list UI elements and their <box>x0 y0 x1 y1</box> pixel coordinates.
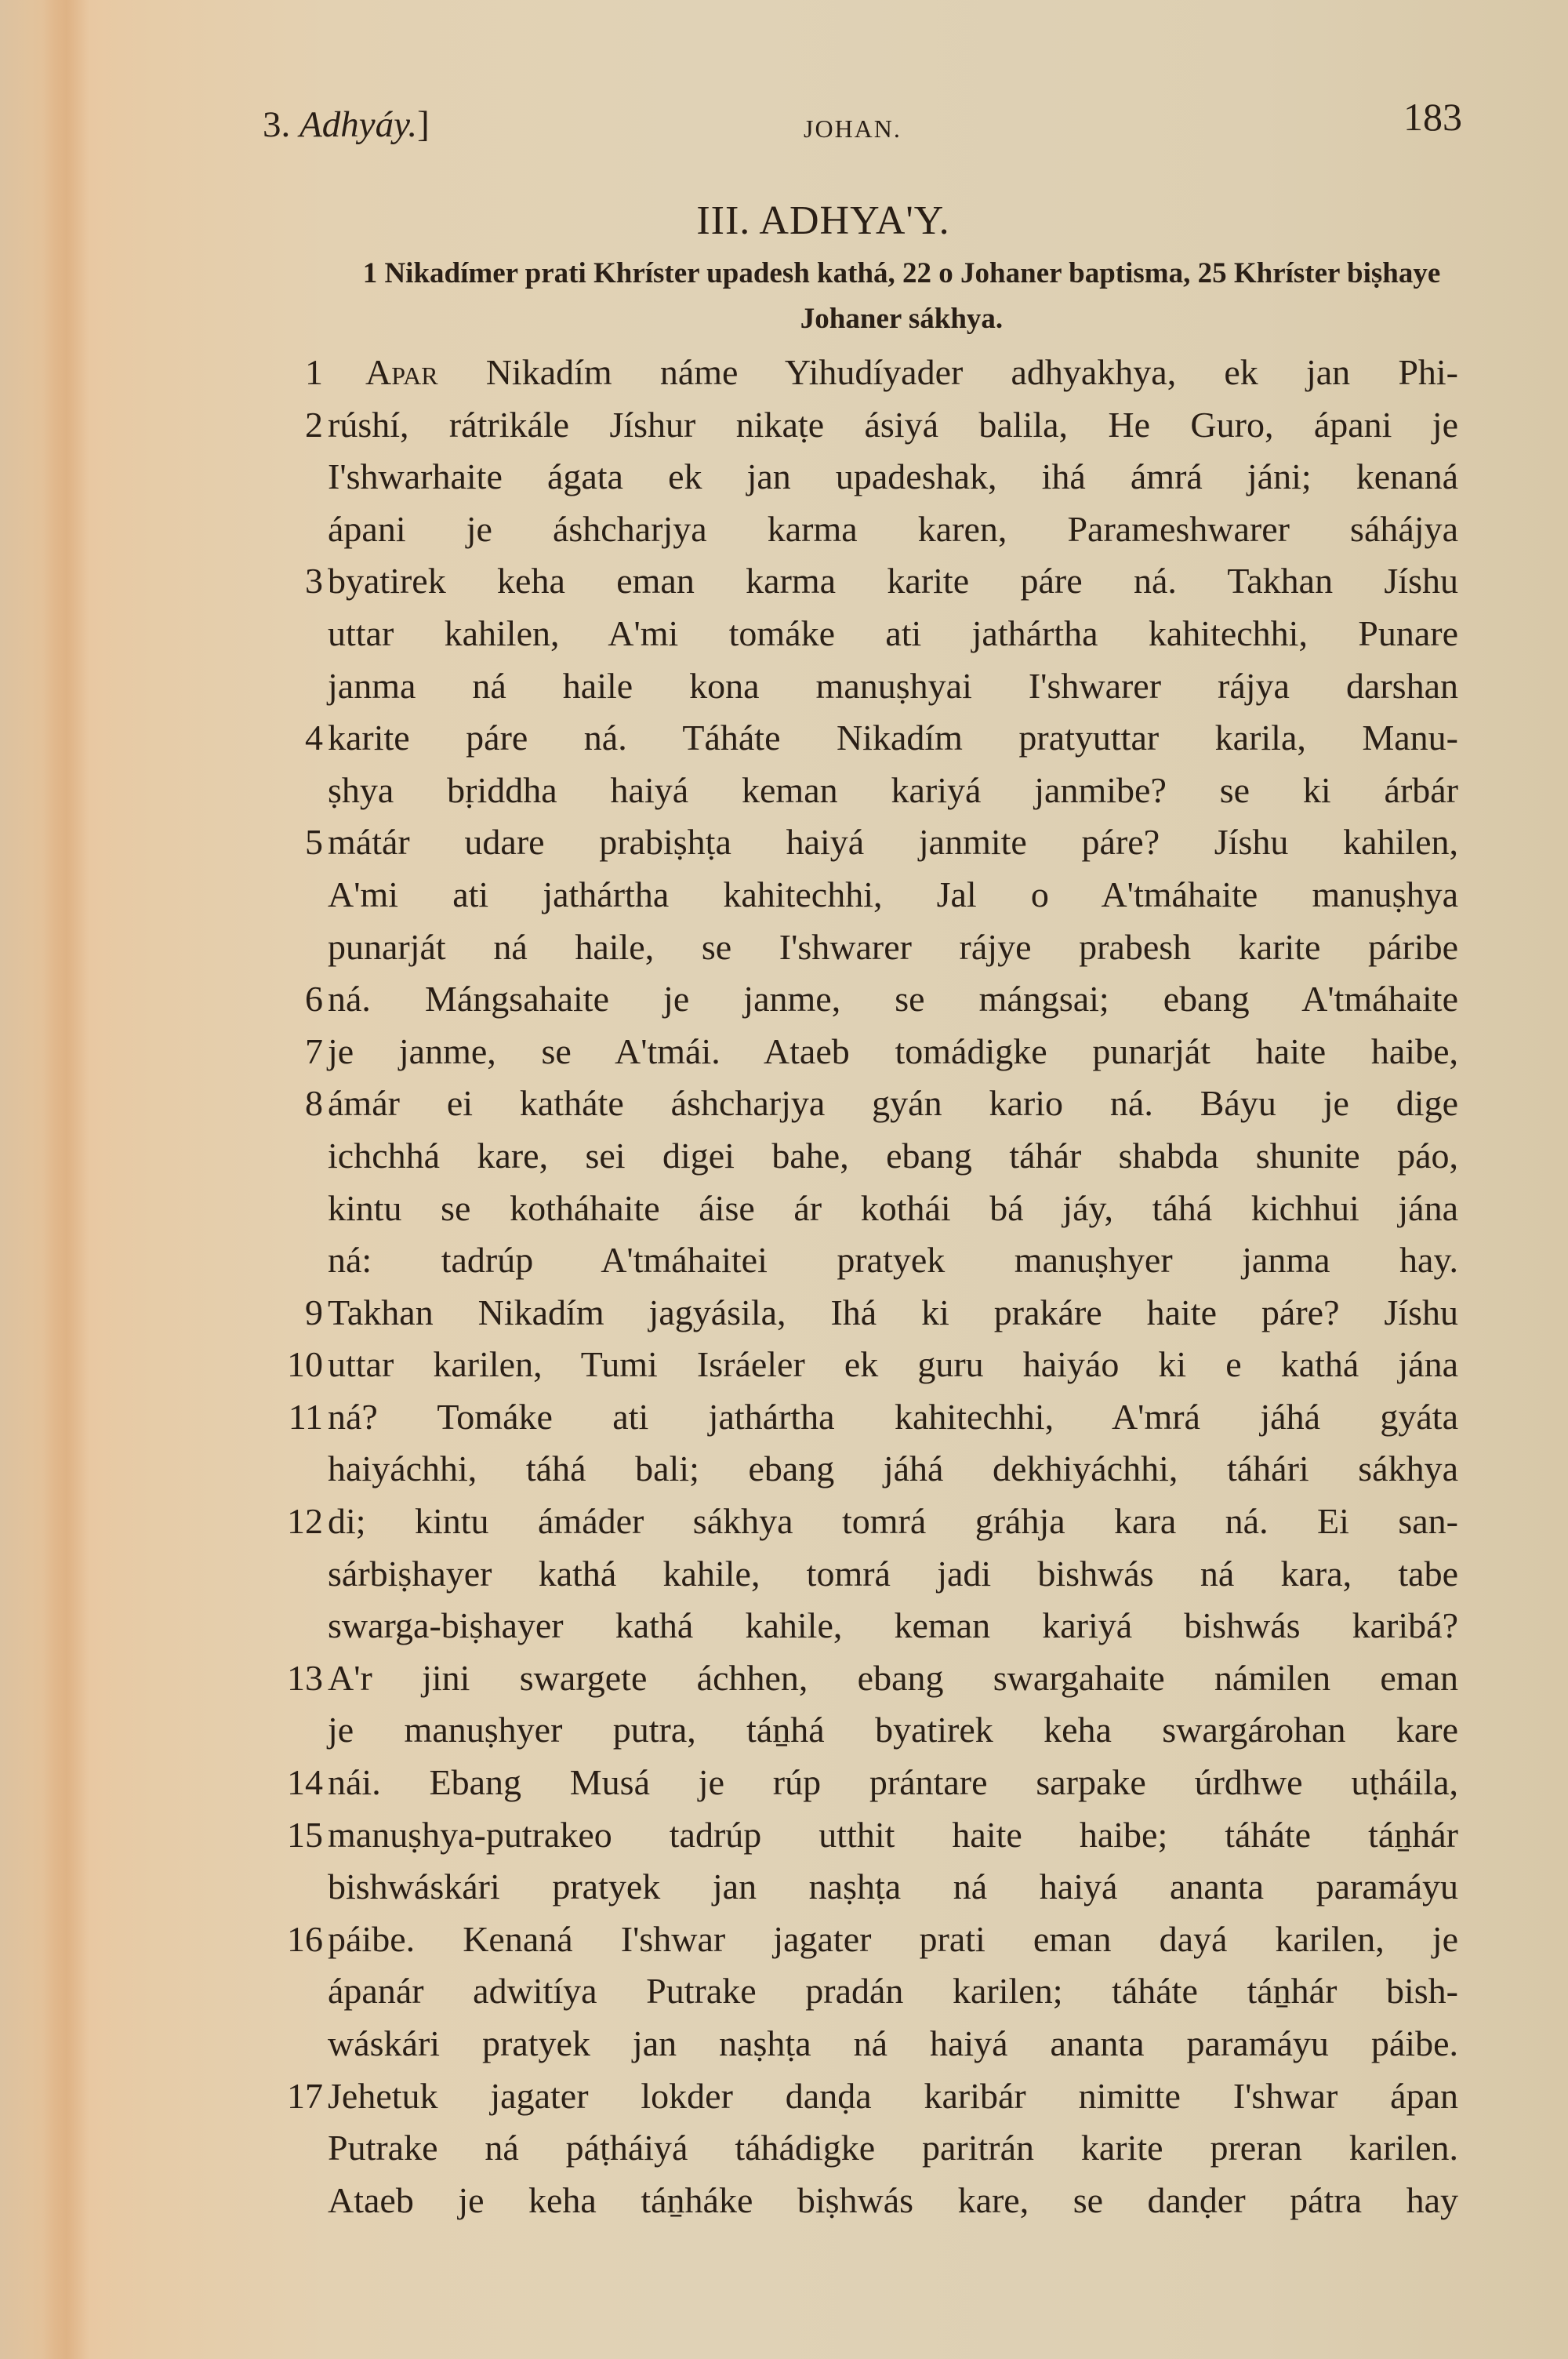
line-content: manuṣhya-putrakeo tadrúp utthit haite haibe; táháte táṉhár <box>328 1814 1458 1855</box>
text-line <box>282 1914 1458 1966</box>
text-line <box>282 399 1458 452</box>
line-content: páibe. Kenaná I'shwar jagater prati eman dayá karilen, je <box>328 1918 1458 1959</box>
line-content: mátár udare prabiṣhṭa haiyá janmite páre? Jíshu kahilen, <box>328 822 1458 863</box>
line-content: sárbiṣhayer kathá kahile, tomrá jadi bishwás ná kara, tabe <box>328 1553 1458 1594</box>
verse-number: 2 <box>305 404 323 445</box>
body-text <box>282 347 1458 2226</box>
verse-number: 12 <box>287 1501 323 1542</box>
text-line <box>282 1757 1458 1809</box>
text-line <box>282 1078 1458 1130</box>
text-line <box>282 503 1458 556</box>
verse-number: 9 <box>305 1292 323 1332</box>
text-line <box>282 1339 1458 1391</box>
verse-number: 8 <box>305 1083 323 1124</box>
text-line <box>282 1026 1458 1078</box>
chapter-ref-bracket: ] <box>417 104 430 145</box>
verse-number: 14 <box>287 1762 323 1803</box>
text-line <box>282 608 1458 660</box>
line-content: ná: tadrúp A'tmáhaitei pratyek manuṣhyer janma hay. <box>328 1240 1458 1281</box>
text-line <box>282 1496 1458 1548</box>
text-line <box>282 2018 1458 2070</box>
line-content: ná. Mángsahaite je janme, se mángsai; ebang A'tmáhaite <box>328 979 1458 1020</box>
line-text <box>328 1861 1458 1914</box>
text-line <box>282 2175 1458 2227</box>
line-text <box>328 1757 1458 1809</box>
verse-number: 17 <box>287 2075 323 2116</box>
text-line <box>282 765 1458 817</box>
line-text <box>328 1078 1458 1130</box>
book-name: JOHAN. <box>804 114 902 143</box>
line-text <box>328 816 1458 869</box>
line-text <box>328 1443 1458 1496</box>
line-text <box>328 2070 1458 2123</box>
line-content: uttar kahilen, A'mi tomáke ati jathártha kahitechhi, Punare <box>328 612 1458 653</box>
line-text <box>328 2122 1458 2175</box>
line-text <box>328 451 1458 503</box>
line-content: A'mi ati jathártha kahitechhi, Jal o A'tmáhaite manuṣhya <box>328 874 1458 914</box>
line-text <box>328 1391 1458 1444</box>
line-content: ichchhá kare, sei digei bahe, ebang táhár shabda shunite páo, <box>328 1135 1458 1176</box>
verse-number: 5 <box>305 822 323 863</box>
line-text <box>328 1652 1458 1705</box>
line-content: karite páre ná. Táháte Nikadím pratyuttar karila, Manu- <box>328 718 1458 758</box>
line-text <box>328 660 1458 713</box>
verse-number: 10 <box>287 1344 323 1385</box>
chapter-reference <box>263 104 430 146</box>
line-text <box>328 1914 1458 1966</box>
running-head <box>263 94 1462 157</box>
line-content: wáskári pratyek jan naṣhṭa ná haiyá ananta paramáyu páibe. <box>328 2023 1458 2063</box>
line-text <box>328 1183 1458 1235</box>
line-text <box>328 2175 1458 2227</box>
verse-number: 15 <box>287 1814 323 1855</box>
line-content: kintu se kotháhaite áise ár kothái bá jáy, táhá kichhui jána <box>328 1187 1458 1228</box>
line-content: punarját ná haile, se I'shwarer rájye prabesh karite páribe <box>328 926 1458 967</box>
line-text <box>328 921 1458 974</box>
text-line <box>282 1443 1458 1496</box>
line-text <box>328 1287 1458 1339</box>
line-content: je janme, se A'tmái. Ataeb tomádigke punarját haite haibe, <box>328 1030 1458 1071</box>
line-content: Putrake ná páṭháiyá táhádigke paritrán karite preran karilen. <box>328 2128 1458 2168</box>
verse-number: 11 <box>288 1396 323 1437</box>
text-line <box>282 1287 1458 1339</box>
verse-number: 1 <box>305 352 323 392</box>
verse-number: 7 <box>305 1030 323 1071</box>
text-line <box>282 1809 1458 1862</box>
chapter-summary: 1 Nikadímer prati Khríster upadesh kathá, 22 o Johaner baptisma, 25 Khríster biṣhaye Johaner sákhya. <box>362 257 1441 335</box>
line-text <box>328 712 1458 765</box>
line-content: A'r jini swargete áchhen, ebang swargahaite námilen eman <box>328 1657 1458 1698</box>
text-line <box>282 869 1458 921</box>
chapter-ref-number: 3. <box>263 104 291 145</box>
line-content: haiyáchhi, táhá bali; ebang jáhá dekhiyáchhi, táhári sákhya <box>328 1448 1458 1489</box>
line-text <box>328 399 1458 452</box>
text-line <box>282 921 1458 974</box>
line-text <box>328 503 1458 556</box>
text-line <box>282 1704 1458 1757</box>
line-content: je manuṣhyer putra, táṉhá byatirek keha swargárohan kare <box>328 1710 1458 1750</box>
line-content: janma ná haile kona manuṣhyai I'shwarer rájya darshan <box>328 665 1458 706</box>
line-text <box>328 555 1458 608</box>
text-line <box>282 451 1458 503</box>
line-text <box>328 973 1458 1026</box>
text-line <box>282 816 1458 869</box>
text-line <box>282 1548 1458 1601</box>
text-line <box>282 1391 1458 1444</box>
line-text <box>328 869 1458 921</box>
text-line <box>282 555 1458 608</box>
line-content: Nikadím náme Yihudíyader adhyakhya, ek jan Phi- <box>437 352 1458 392</box>
text-line <box>282 2122 1458 2175</box>
line-text <box>328 1965 1458 2018</box>
line-content: rúshí, rátrikále Jíshur nikaṭe ásiyá balila, He Guro, ápani je <box>328 404 1458 445</box>
text-line <box>282 660 1458 713</box>
line-text <box>328 1234 1458 1287</box>
text-line <box>282 1965 1458 2018</box>
line-content: di; kintu ámáder sákhya tomrá gráhja kara ná. Ei san- <box>328 1501 1458 1542</box>
chapter-ref-word: Adhyáy. <box>299 104 418 145</box>
opening-word: Apar <box>365 352 438 392</box>
text-line <box>282 1861 1458 1914</box>
line-content: nái. Ebang Musá je rúp prántare sarpake úrdhwe uṭháila, <box>328 1762 1458 1803</box>
line-content: swarga-biṣhayer kathá kahile, keman kariyá bishwás karibá? <box>328 1605 1458 1646</box>
verse-number: 3 <box>305 561 323 602</box>
line-text <box>328 1548 1458 1601</box>
text-line <box>282 1234 1458 1287</box>
line-text <box>328 347 1458 399</box>
text-line <box>282 712 1458 765</box>
text-line <box>282 973 1458 1026</box>
line-content: bishwáskári pratyek jan naṣhṭa ná haiyá ananta paramáyu <box>328 1866 1458 1907</box>
text-line <box>282 1600 1458 1652</box>
text-line <box>282 1652 1458 1705</box>
verse-number: 6 <box>305 979 323 1020</box>
line-text <box>328 1130 1458 1183</box>
page-number: 183 <box>1403 95 1462 139</box>
text-line <box>282 1130 1458 1183</box>
line-text <box>328 1600 1458 1652</box>
verse-number: 13 <box>287 1657 323 1698</box>
line-content: ámár ei katháte áshcharjya gyán kario ná. Báyu je dige <box>328 1083 1458 1124</box>
line-text <box>328 608 1458 660</box>
line-text <box>328 1809 1458 1862</box>
chapter-title: III. ADHYA'Y. <box>696 198 950 243</box>
line-content: Jehetuk jagater lokder danḍa karibár nimitte I'shwar ápan <box>328 2075 1458 2116</box>
line-content: Takhan Nikadím jagyásila, Ihá ki prakáre haite páre? Jíshu <box>328 1292 1458 1332</box>
text-line <box>282 347 1458 399</box>
text-line <box>282 2070 1458 2123</box>
line-content: ápanár adwitíya Putrake pradán karilen; táháte táṉhár bish- <box>328 1971 1458 2012</box>
line-content: ná? Tomáke ati jathártha kahitechhi, A'mrá jáhá gyáta <box>328 1396 1458 1437</box>
line-content: uttar karilen, Tumi Isráeler ek guru haiyáo ki e kathá jána <box>328 1344 1458 1385</box>
line-content: I'shwarhaite ágata ek jan upadeshak, ihá ámrá jáni; kenaná <box>328 456 1458 497</box>
verse-number: 16 <box>287 1918 323 1959</box>
line-content: ápani je áshcharjya karma karen, Parameshwarer sáhájya <box>328 508 1458 549</box>
verse-number: 4 <box>305 718 323 758</box>
text-line <box>282 1183 1458 1235</box>
line-content: ṣhya bṛiddha haiyá keman kariyá janmibe? se ki árbár <box>328 769 1458 810</box>
line-text <box>328 765 1458 817</box>
line-text <box>328 1704 1458 1757</box>
line-text <box>328 1339 1458 1391</box>
line-text <box>328 1496 1458 1548</box>
book-spine-shadow <box>43 0 90 2359</box>
line-content: Ataeb je keha táṉháke biṣhwás kare, se danḍer pátra hay <box>328 2179 1458 2220</box>
line-text <box>328 1026 1458 1078</box>
line-text <box>328 2018 1458 2070</box>
line-content: byatirek keha eman karma karite páre ná. Takhan Jíshu <box>328 561 1458 602</box>
